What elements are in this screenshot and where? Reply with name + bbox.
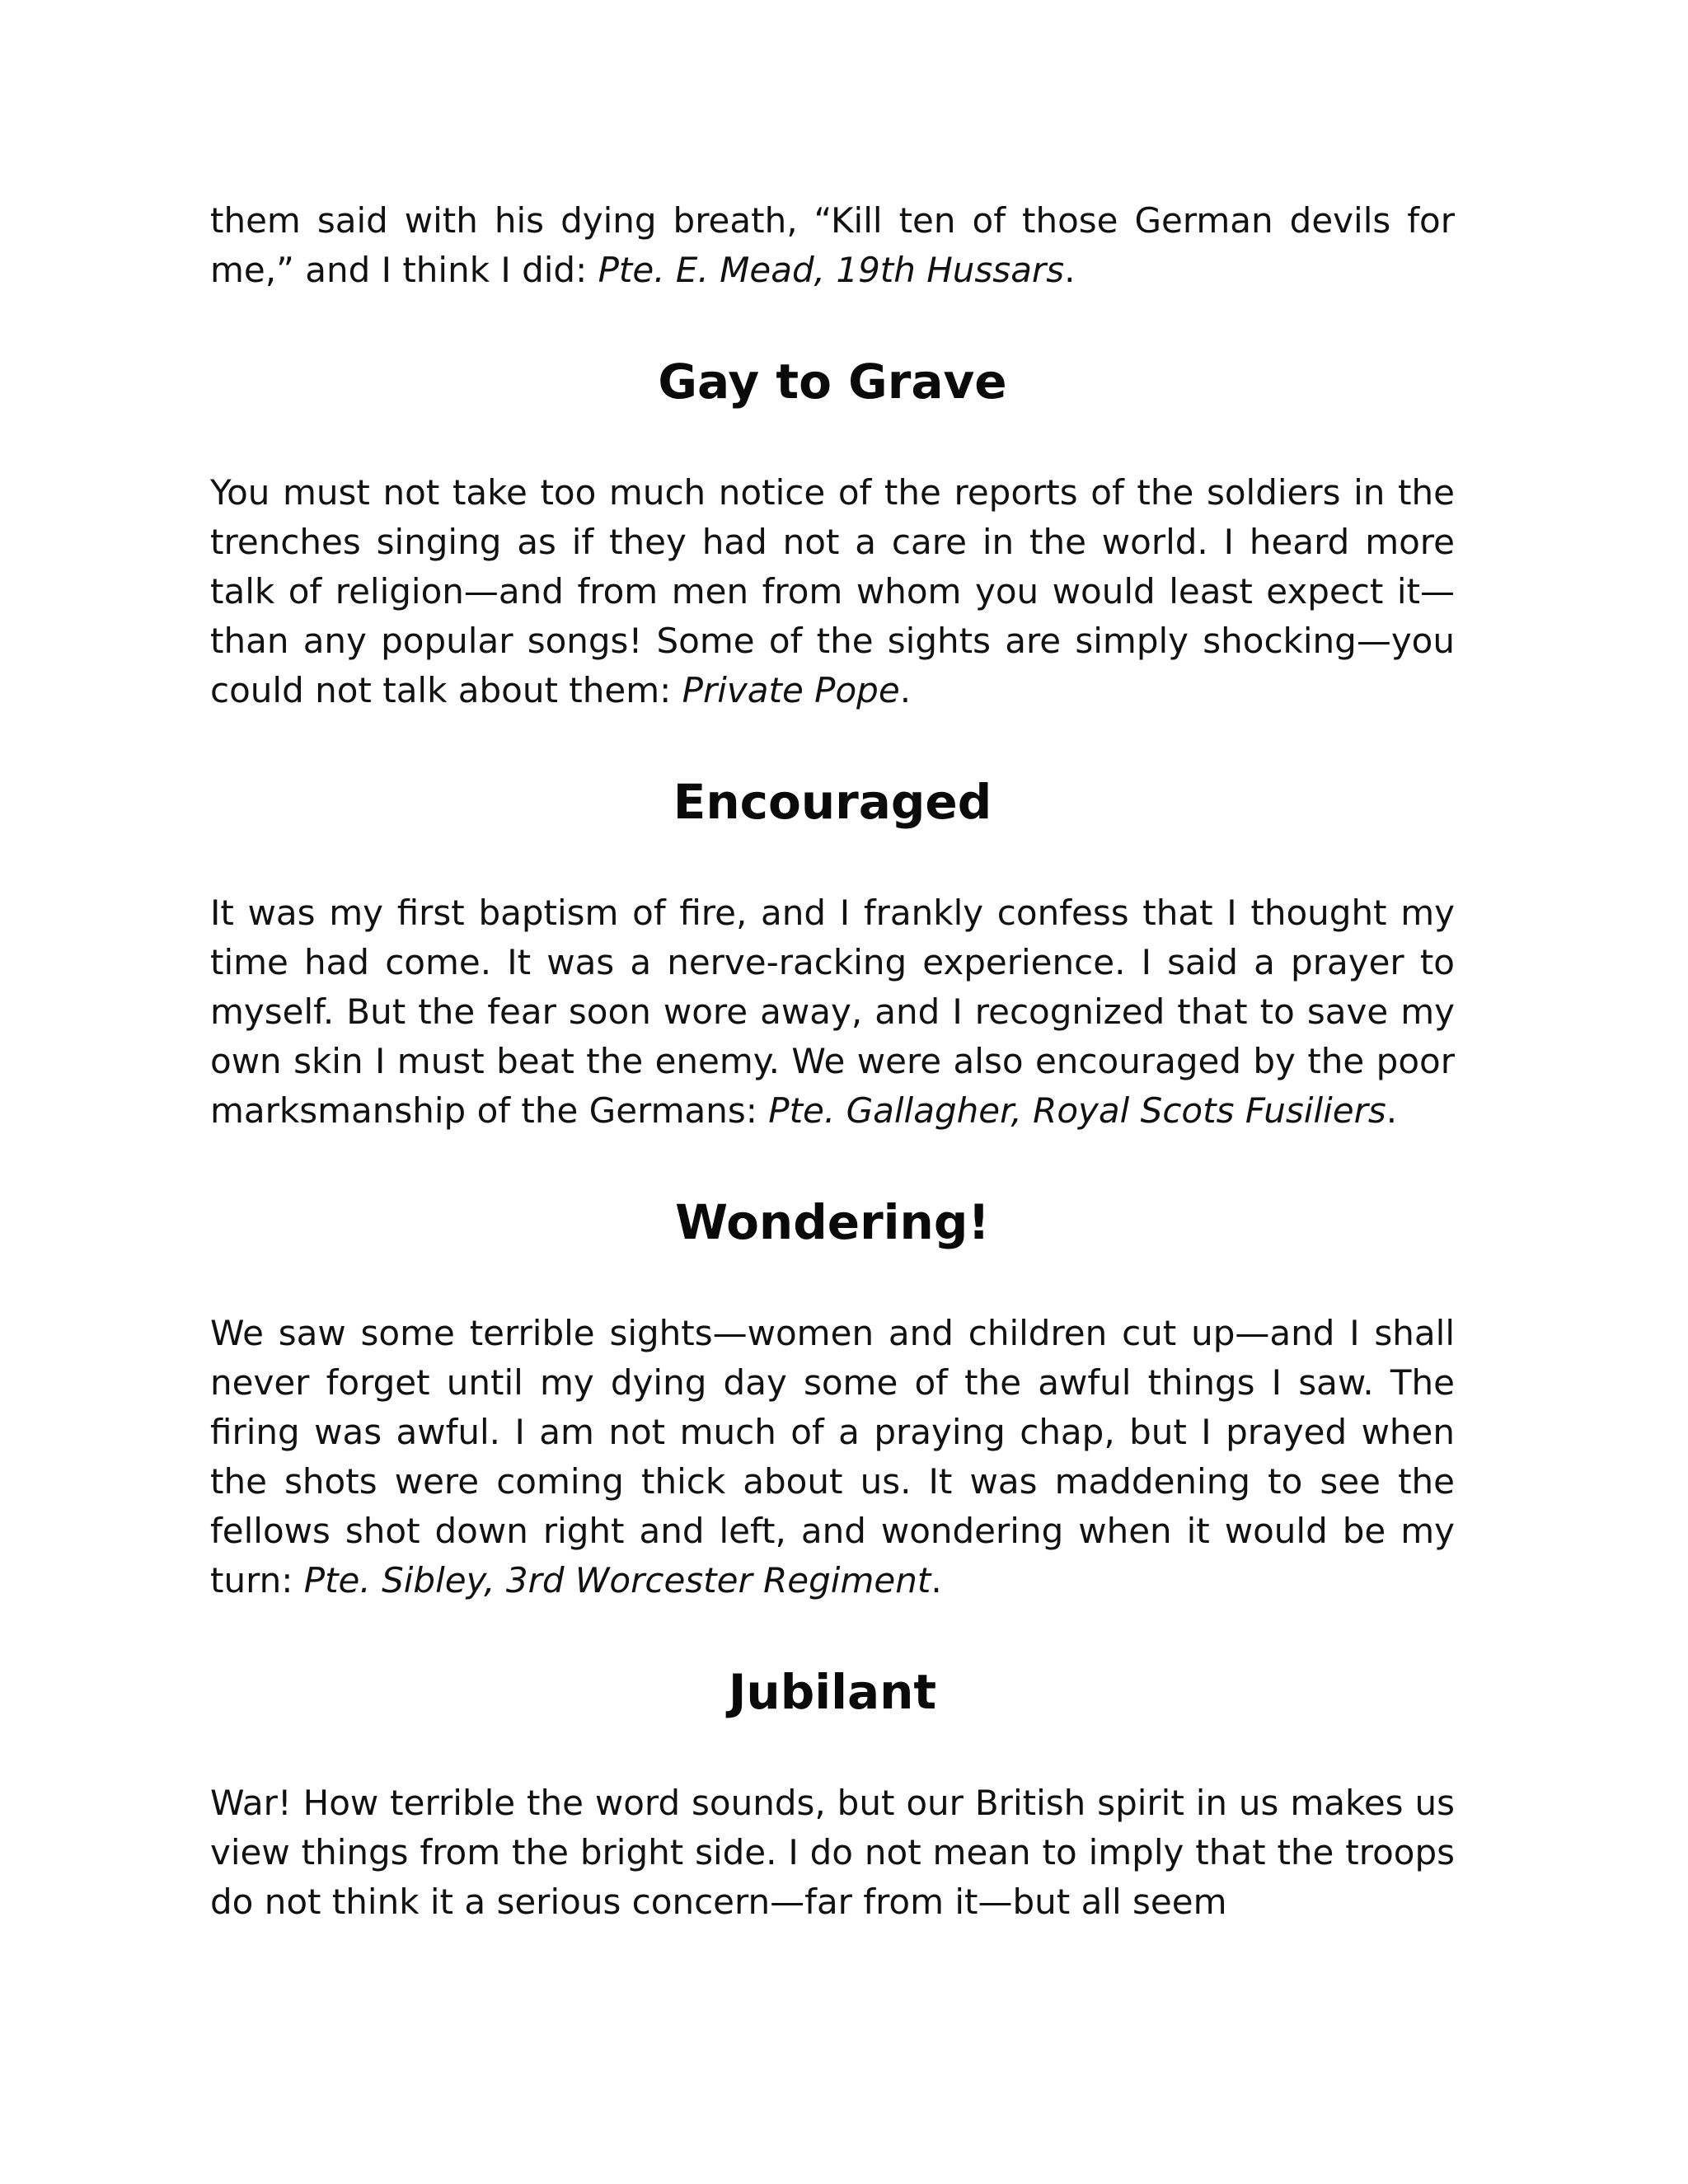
document-page bbox=[210, 196, 1455, 1927]
paragraph-end: . bbox=[1386, 1090, 1398, 1131]
paragraph-text: It was my first baptism of fire, and I frankly confess that I thought my time had come. It was a nerve-racking experience. I said a prayer to myself. But the fear soon wore away, and I recognized that to save my own skin I must beat the enemy. We were also encouraged by the poor marksmanship of the Germans: bbox=[210, 893, 1455, 1131]
paragraph-mead bbox=[210, 196, 1455, 295]
attribution: Pte. E. Mead, 19th Hussars bbox=[598, 250, 1065, 290]
paragraph-text: We saw some terrible sights—women and children cut up—and I shall never forget until my dying day some of the awful things I saw. The firing was awful. I am not much of a praying chap, but I prayed when the shots were coming thick about us. It was maddening to see the fellows shot down right and left, and wondering when it would be my turn: bbox=[210, 1313, 1455, 1601]
paragraph-sibley bbox=[210, 1309, 1455, 1605]
heading-wondering: Wondering! bbox=[675, 1194, 990, 1250]
paragraph-end: . bbox=[931, 1560, 942, 1601]
paragraph-end: . bbox=[1064, 250, 1076, 290]
paragraph-text: War! How terrible the word sounds, but our British spirit in us makes us view things from the bright side. I do not mean to imply that the troops do not think it a serious concern—far from it—but all seem bbox=[210, 1783, 1455, 1922]
paragraph-jubilant bbox=[210, 1779, 1455, 1927]
heading-gay-to-grave: Gay to Grave bbox=[658, 354, 1007, 410]
attribution: Private Pope bbox=[682, 670, 900, 710]
heading-jubilant: Jubilant bbox=[728, 1664, 937, 1720]
paragraph-gallagher bbox=[210, 888, 1455, 1136]
paragraph-text: them said with his dying breath, “Kill ten of those German devils for me,” and I think I did: bbox=[210, 200, 1455, 290]
paragraph-text: You must not take too much notice of the reports of the soldiers in the trenches singing as if they had not a care in the world. I heard more talk of religion—and from men from whom you would least expect it—than any popular songs! Some of the sights are simply shocking—you could not talk about them: bbox=[210, 472, 1455, 710]
paragraph-end: . bbox=[899, 670, 912, 710]
paragraph-pope bbox=[210, 468, 1455, 715]
attribution: Pte. Sibley, 3rd Worcester Regiment bbox=[303, 1560, 931, 1601]
heading-encouraged: Encouraged bbox=[673, 774, 992, 830]
attribution: Pte. Gallagher, Royal Scots Fusiliers bbox=[768, 1090, 1386, 1131]
